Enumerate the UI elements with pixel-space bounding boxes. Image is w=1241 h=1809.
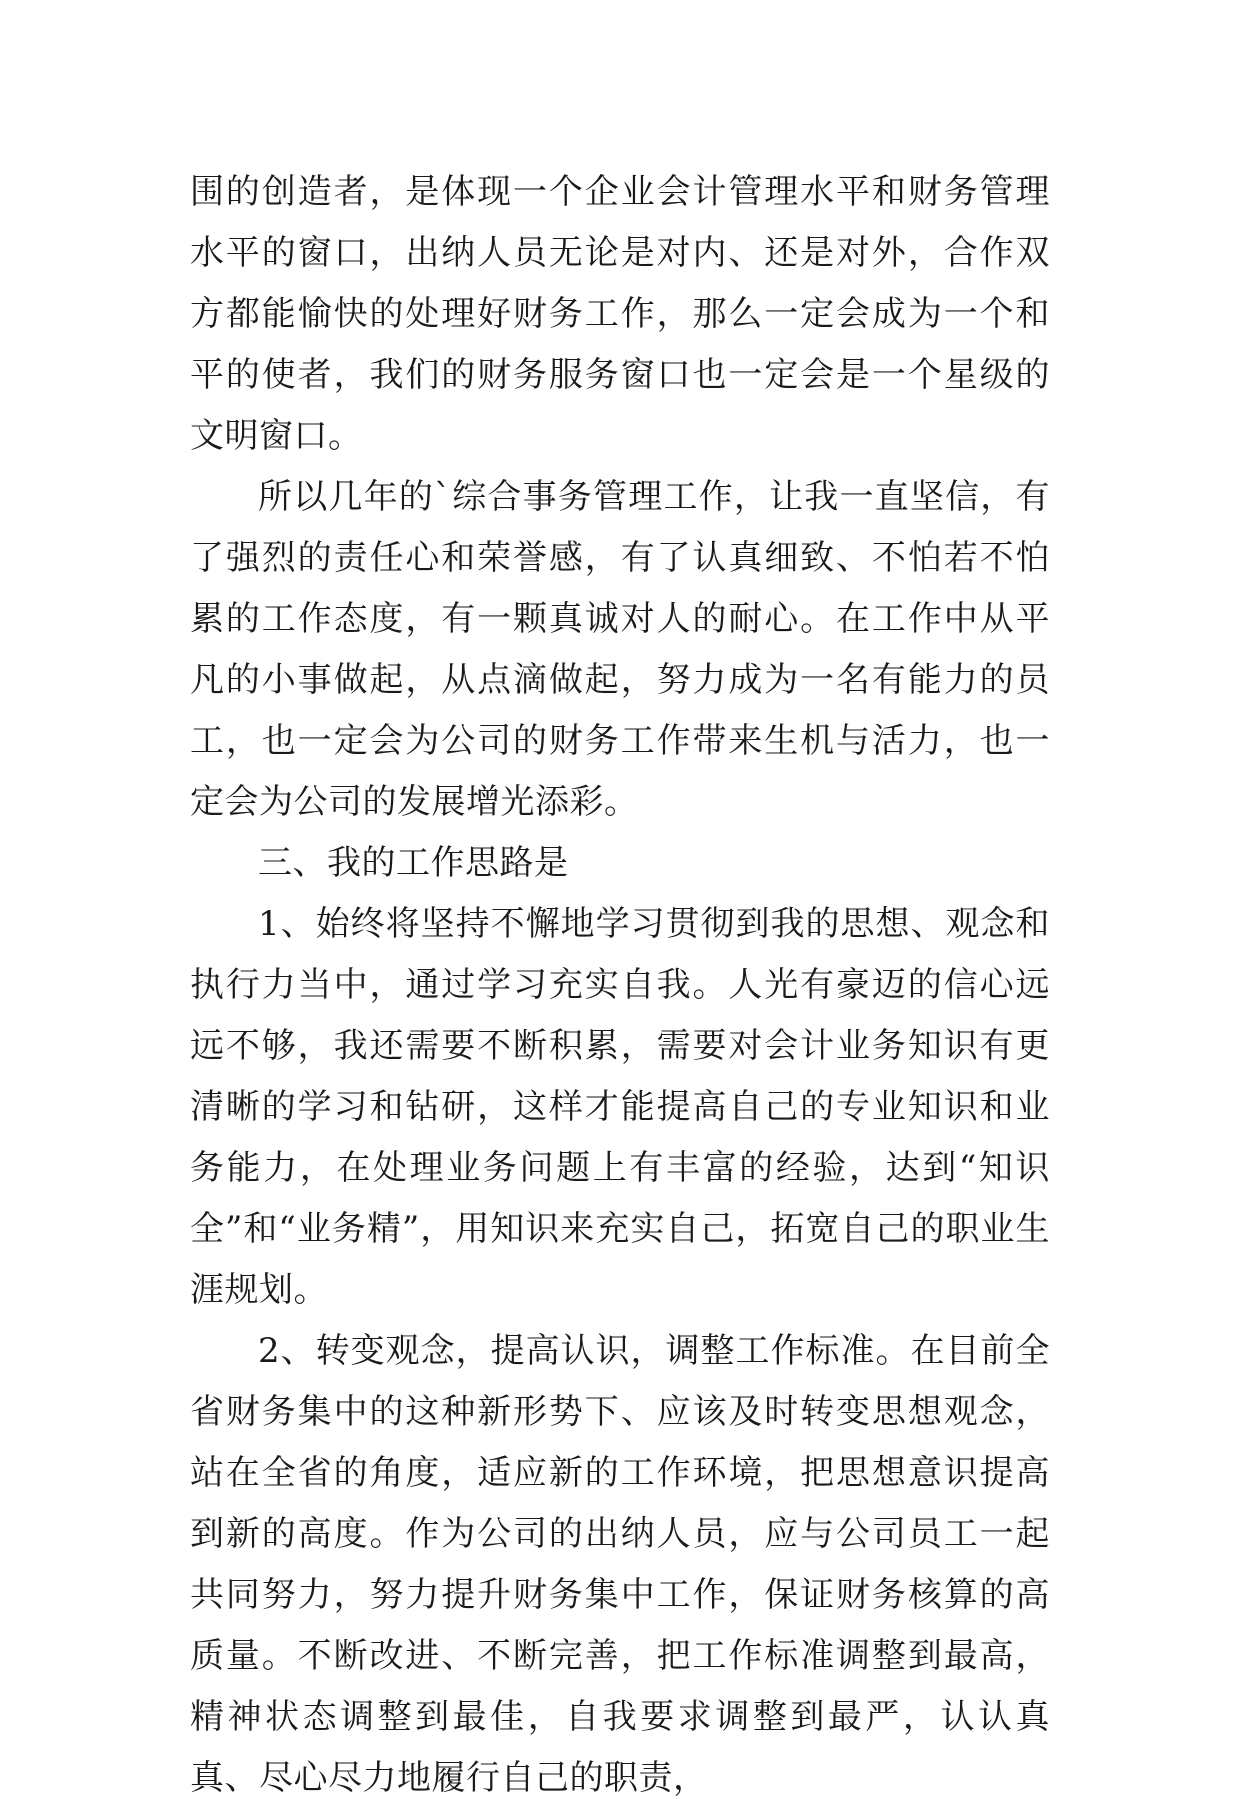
paragraph-work-belief: 所以几年的`综合事务管理工作，让我一直坚信，有了强烈的责任心和荣誉感，有了认真细致、不怕若不怕累的工作态度，有一颗真诚对人的耐心。在工作中从平凡的小事做起，从点滴做起，努力成为一名有能力的员工，也一定会为公司的财务工作带来生机与活力，也一定会为公司的发展增光添彩。	[190, 477, 1050, 822]
paragraph-item-1: 1、始终将坚持不懈地学习贯彻到我的思想、观念和执行力当中，通过学习充实自我。人光有豪迈的信心远远不够，我还需要不断积累，需要对会计业务知识有更清晰的学习和钻研，这样才能提高自己的专业知识和业务能力，在处理业务问题上有丰富的经验，达到“知识全”和“业务精”，用知识来充实自己，拓宽自己的职业生涯规划。	[190, 904, 1050, 1310]
document-body	[190, 162, 1050, 1809]
paragraph-continuation: 围的创造者，是体现一个企业会计管理水平和财务管理水平的窗口，出纳人员无论是对内、还是对外，合作双方都能愉快的处理好财务工作，那么一定会成为一个和平的使者，我们的财务服务窗口也一定会是一个星级的文明窗口。	[190, 172, 1050, 456]
section-heading-work-ideas: 三、我的工作思路是	[258, 843, 569, 883]
paragraph-item-2: 2、转变观念，提高认识，调整工作标准。在目前全省财务集中的这种新形势下、应该及时转变思想观念，站在全省的角度，适应新的工作环境，把思想意识提高到新的高度。作为公司的出纳人员，应与公司员工一起共同努力，努力提升财务集中工作，保证财务核算的高质量。不断改进、不断完善，把工作标准调整到最高，精神状态调整到最佳，自我要求调整到最严，认认真真、尽心尽力地履行自己的职责，	[190, 1331, 1050, 1798]
